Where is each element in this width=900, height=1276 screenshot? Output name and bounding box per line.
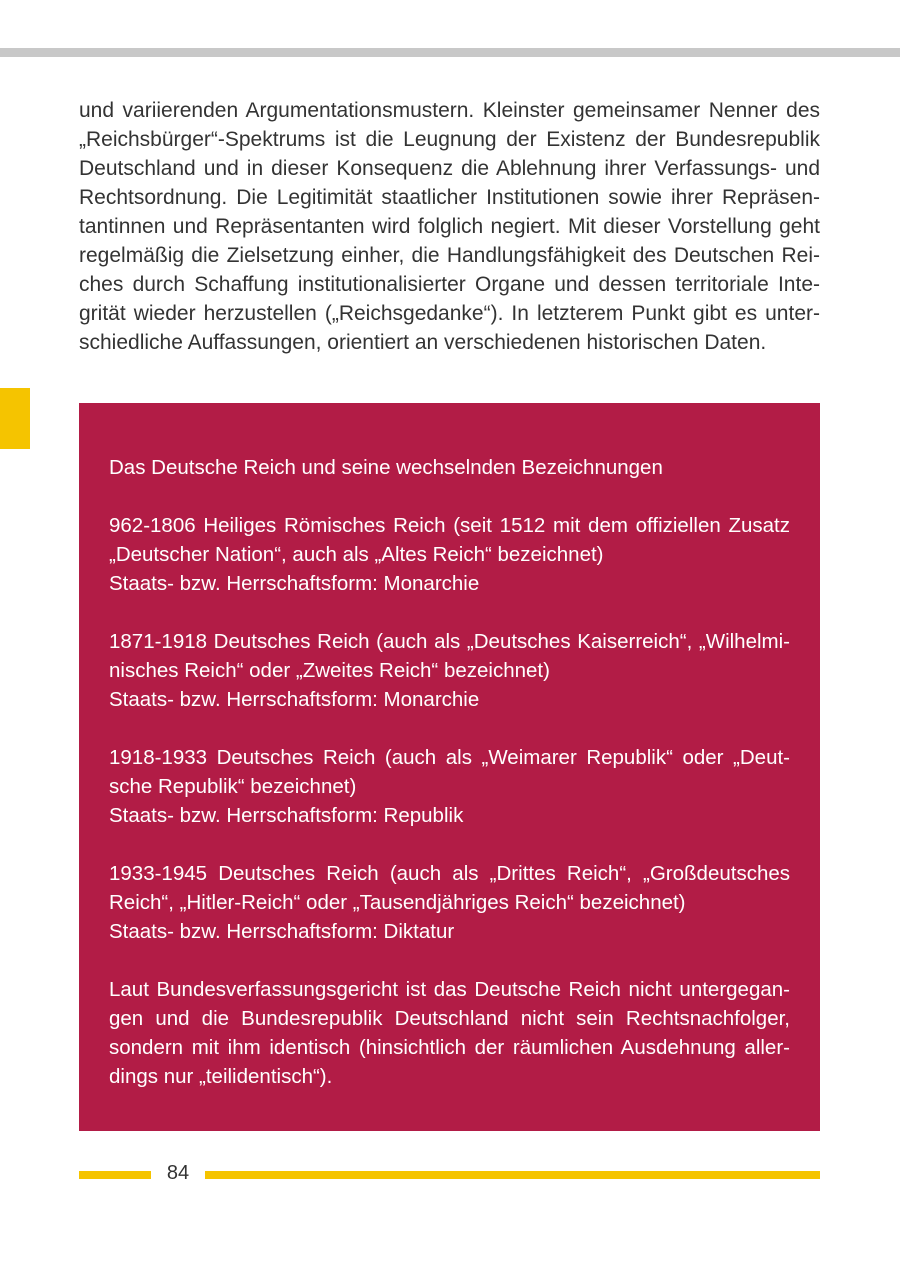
- entry-line: Laut Bundesverfassungsgericht ist das Deutsche Reich nicht untergegan-: [109, 978, 790, 1001]
- entry-line: 1918-1933 Deutsches Reich (auch als „Weimarer Republik“ oder „Deut-: [109, 746, 790, 769]
- entry-line: dings nur „teilidentisch“).: [109, 1065, 333, 1088]
- intro-line: grität wieder herzustellen („Reichsgedanke“). In letzterem Punkt gibt es unter-: [79, 302, 820, 325]
- intro-line: und variierenden Argumentationsmustern. Kleinster gemeinsamer Nenner des: [79, 99, 820, 122]
- entry-line: 1871-1918 Deutsches Reich (auch als „Deutsches Kaiserreich“, „Wilhelmi-: [109, 630, 790, 653]
- reich-entry-drittes-reich: [109, 859, 790, 946]
- side-tab-marker: [0, 388, 30, 449]
- intro-line: Deutschland und in dieser Konsequenz die Ablehnung ihrer Verfassungs- und: [79, 157, 820, 180]
- intro-line: ches durch Schaffung institutionalisierter Organe und dessen territoriale Inte-: [79, 273, 820, 296]
- reich-entry-kaiserreich: [109, 627, 790, 714]
- intro-line: „Reichsbürger“-Spektrums ist die Leugnung der Existenz der Bundesrepublik: [79, 128, 820, 151]
- intro-paragraph: [79, 96, 820, 357]
- entry-line: 1933-1945 Deutsches Reich (auch als „Drittes Reich“, „Großdeutsches: [109, 862, 790, 885]
- info-box: [79, 403, 820, 1131]
- top-rule: [0, 48, 900, 57]
- intro-line: tantinnen und Repräsentanten wird folglich negiert. Mit dieser Vorstellung geht: [79, 215, 820, 238]
- reich-entry-weimar: [109, 743, 790, 830]
- intro-line: schiedliche Auffassungen, orientiert an verschiedenen historischen Daten.: [79, 331, 767, 354]
- entry-line: sondern mit ihm identisch (hinsichtlich der räumlichen Ausdehnung aller-: [109, 1036, 790, 1059]
- entry-line: sche Republik“ bezeichnet): [109, 775, 357, 798]
- footer-rule-right: [205, 1171, 820, 1179]
- intro-line: regelmäßig die Zielsetzung einher, die Handlungsfähigkeit des Deutschen Rei-: [79, 244, 820, 267]
- info-box-title: Das Deutsche Reich und seine wechselnden Bezeichnungen: [109, 456, 663, 479]
- entry-line: 962-1806 Heiliges Römisches Reich (seit 1512 mit dem offiziellen Zusatz: [109, 514, 790, 537]
- entry-line: Reich“, „Hitler-Reich“ oder „Tausendjähriges Reich“ bezeichnet): [109, 891, 686, 914]
- entry-line: Staats- bzw. Herrschaftsform: Monarchie: [109, 572, 480, 595]
- entry-line: nisches Reich“ oder „Zweites Reich“ bezeichnet): [109, 659, 550, 682]
- entry-line: „Deutscher Nation“, auch als „Altes Reich“ bezeichnet): [109, 543, 604, 566]
- constitutional-court-note: [109, 975, 790, 1091]
- entry-line: Staats- bzw. Herrschaftsform: Diktatur: [109, 920, 455, 943]
- entry-line: Staats- bzw. Herrschaftsform: Monarchie: [109, 688, 480, 711]
- entry-line: gen und die Bundesrepublik Deutschland nicht sein Rechtsnachfolger,: [109, 1007, 790, 1030]
- entry-line: Staats- bzw. Herrschaftsform: Republik: [109, 804, 464, 827]
- page-number: 84: [166, 1162, 190, 1184]
- intro-line: Rechtsordnung. Die Legitimität staatlicher Institutionen sowie ihrer Repräsen-: [79, 186, 820, 209]
- footer-rule-left: [79, 1171, 151, 1179]
- reich-entry-hrr: [109, 511, 790, 598]
